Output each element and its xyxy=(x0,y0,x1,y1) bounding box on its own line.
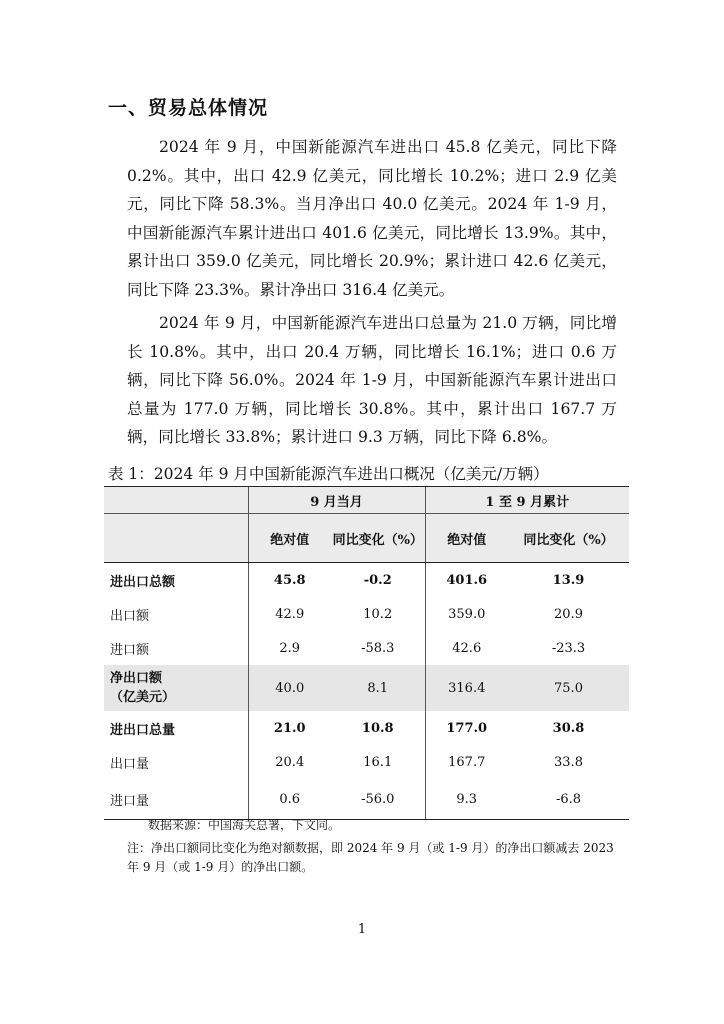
row-label xyxy=(104,665,248,711)
row-label: 进口量 xyxy=(104,779,248,820)
sub-header-cum-change: 同比变化（%） xyxy=(508,514,629,563)
footnote: 注：净出口额同比变化为绝对额数据，即 2024 年 9 月（或 1-9 月）的净出口额减去 2023 年 9 月（或 1-9 月）的净出口额。 xyxy=(127,841,614,874)
table-cell: -23.3 xyxy=(551,640,586,656)
table-cell: 10.8 xyxy=(361,720,394,736)
row-label: 进口额 xyxy=(110,642,150,658)
table-row xyxy=(104,745,629,779)
data-source: 数据来源：中国海关总署，下文同。 xyxy=(148,818,341,832)
row-label: 进出口总额 xyxy=(110,574,176,590)
header-empty-cell xyxy=(104,487,248,514)
table-group-header-row xyxy=(104,487,629,514)
table-cell: 8.1 xyxy=(331,665,425,711)
table-cell: -58.3 xyxy=(361,640,395,656)
table-row xyxy=(104,711,629,745)
table-caption: 表 1：2024 年 9 月中国新能源汽车进出口概况（亿美元/万辆） xyxy=(108,465,549,483)
table-cell: 167.7 xyxy=(425,745,508,779)
table-cell: 2.9 xyxy=(248,631,331,665)
table-cell: -0.2 xyxy=(363,572,392,588)
table-row-net-export xyxy=(104,665,629,711)
table-cell: 316.4 xyxy=(425,665,508,711)
table-cell: 45.8 xyxy=(248,563,331,598)
table-cell: 9.3 xyxy=(425,779,508,820)
section-heading: 一、贸易总体情况 xyxy=(108,97,269,119)
table-cell: 16.1 xyxy=(363,754,393,770)
row-label: 出口量 xyxy=(110,756,150,772)
table-cell: 75.0 xyxy=(508,665,629,711)
table-cell: 177.0 xyxy=(425,711,508,745)
table-sub-header-row xyxy=(104,514,629,563)
table-cell: -6.8 xyxy=(508,779,629,820)
table-row xyxy=(104,597,629,631)
table-cell: 40.0 xyxy=(248,665,331,711)
sub-header-month-value: 绝对值 xyxy=(248,514,331,563)
group-header-month: 9 月当月 xyxy=(248,487,425,514)
paragraph-trade-volume: 2024 年 9 月，中国新能源汽车进出口总量为 21.0 万辆，同比增长 10.8%。其中，出口 20.4 万辆，同比增长 16.1%；进口 0.6 万辆，同比下降 56.0%。2024 年 1-9 月，中国新能源汽车累计进出口总量为 177.0 万辆，同比增长 30.8%。其中，累计出口 167.7 万辆，同比增长 33.8%；累计进口 9.3 万辆，同比下降 6.8%。 xyxy=(127,314,617,447)
row-label-line: （亿美元） xyxy=(110,690,176,705)
table-cell: 30.8 xyxy=(552,720,585,736)
table-row xyxy=(104,631,629,665)
table-cell: 33.8 xyxy=(554,754,583,770)
row-label: 进出口总量 xyxy=(110,722,176,738)
table-row xyxy=(104,563,629,598)
table-cell: 20.4 xyxy=(248,745,331,779)
table-cell: 21.0 xyxy=(248,711,331,745)
table-cell: 42.6 xyxy=(425,631,508,665)
table-row xyxy=(104,779,629,820)
table-cell: -56.0 xyxy=(331,779,425,820)
paragraph-trade-value: 2024 年 9 月，中国新能源汽车进出口 45.8 亿美元，同比下降 0.2%。其中，出口 42.9 亿美元，同比增长 10.2%；进口 2.9 亿美元，同比下降 58.3%。当月净出口 40.0 亿美元。2024 年 1-9 月，中国新能源汽车累计进出口 401.6 亿美元，同比增长 13.9%。其中，累计出口 359.0 亿美元，同比增长 20.9%；累计进口 42.6 亿美元，同比下降 23.3%。累计净出口 316.4 亿美元。 xyxy=(127,138,617,299)
table-cell: 13.9 xyxy=(552,572,585,588)
table-cell: 10.2 xyxy=(363,606,393,622)
row-label: 出口额 xyxy=(110,608,150,624)
table-cell: 359.0 xyxy=(425,597,508,631)
trade-summary-table xyxy=(104,486,629,820)
table-cell: 401.6 xyxy=(425,563,508,598)
header-empty-cell xyxy=(104,514,248,563)
table-cell: 0.6 xyxy=(248,779,331,820)
page-number: 1 xyxy=(357,922,367,937)
table-cell: 42.9 xyxy=(248,597,331,631)
sub-header-month-change: 同比变化（%） xyxy=(331,514,425,563)
table-cell: 20.9 xyxy=(554,606,583,622)
row-label-line: 净出口额 xyxy=(110,671,163,686)
group-header-cumulative: 1 至 9 月累计 xyxy=(425,487,629,514)
sub-header-cum-value: 绝对值 xyxy=(425,514,508,563)
